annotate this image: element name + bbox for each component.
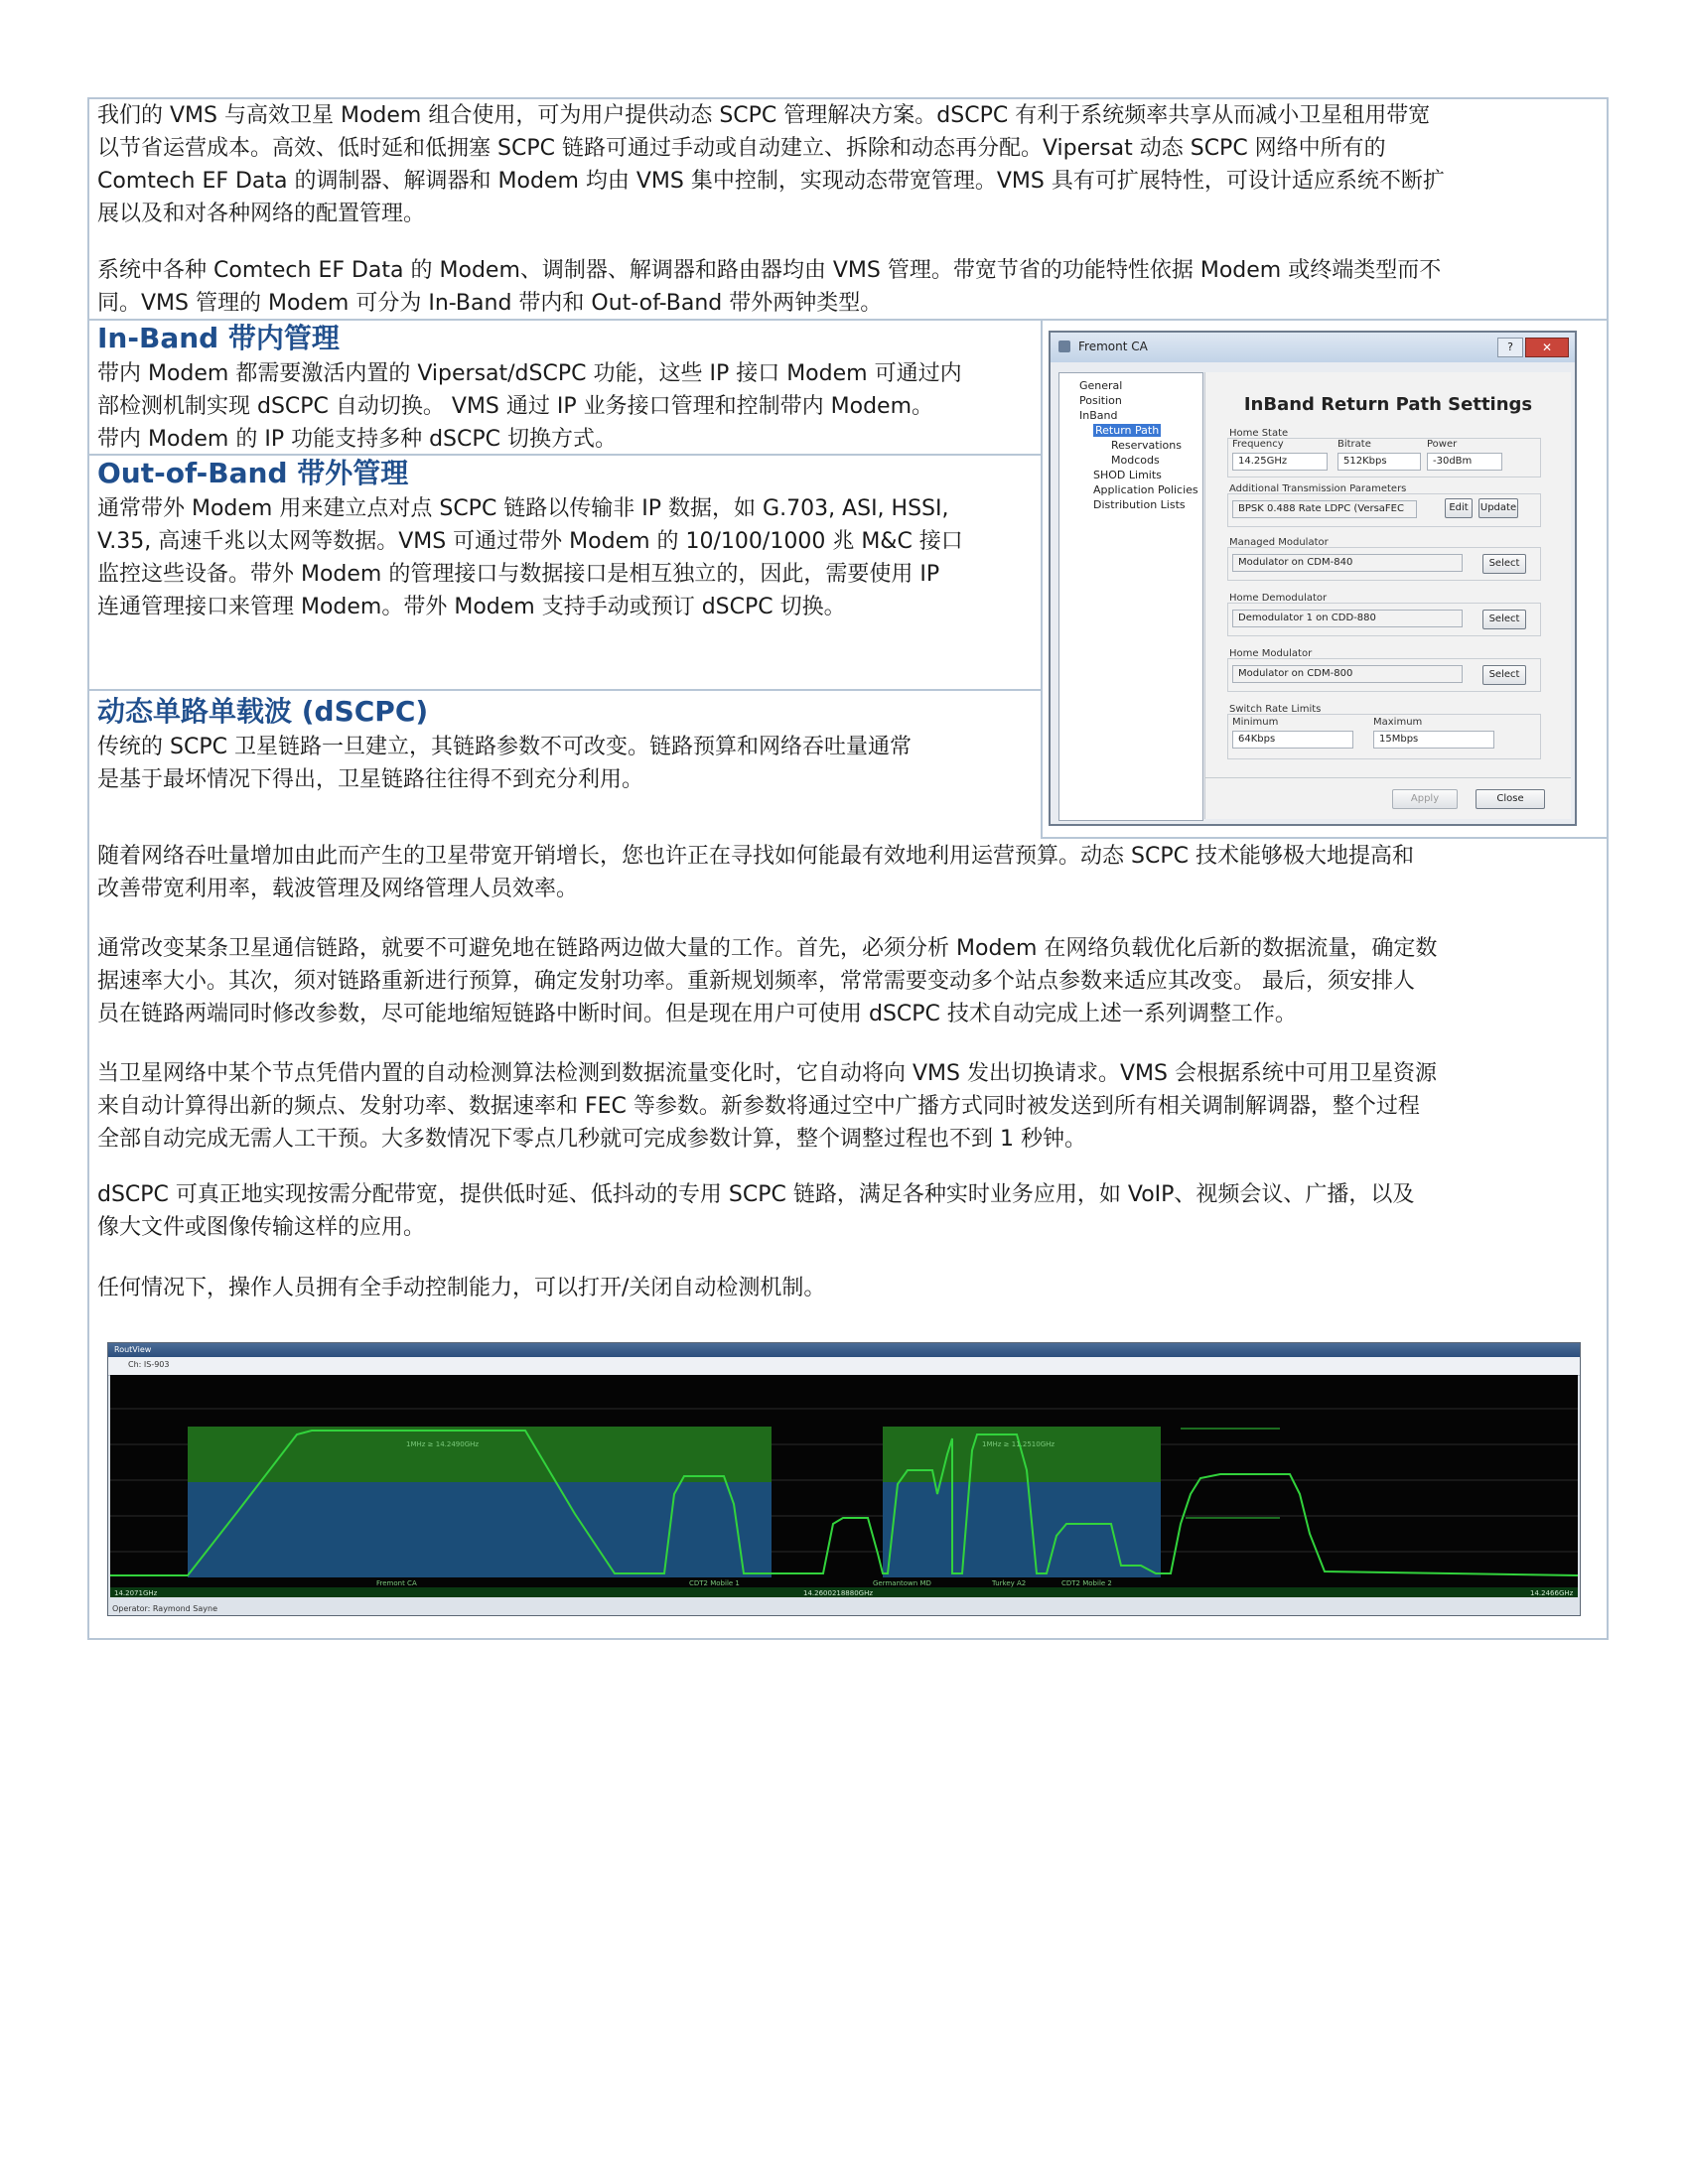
home-demodulator-field: Demodulator 1 on CDD-880 bbox=[1232, 610, 1463, 627]
text-line: 传统的 SCPC 卫星链路一旦建立，其链路参数不可改变。链路预算和网络吞吐量通常 bbox=[97, 735, 912, 759]
table-column-rule bbox=[1041, 319, 1043, 839]
blue-allocation-block bbox=[883, 1482, 1161, 1577]
power-field[interactable]: -30dBm bbox=[1427, 453, 1502, 471]
update-button[interactable]: Update bbox=[1478, 498, 1518, 518]
switch-rate-group bbox=[1227, 714, 1541, 759]
navigation-tree bbox=[1058, 372, 1203, 821]
intro-paragraph-1 bbox=[97, 99, 1597, 230]
body-paragraph-5 bbox=[97, 1057, 1597, 1156]
frequency-field[interactable]: 14.25GHz bbox=[1232, 453, 1328, 471]
text-line: 监控这些设备。带外 Modem 的管理接口与数据接口是相互独立的，因此，需要使用 IP bbox=[97, 562, 940, 587]
text-line: 全部自动完成无需人工干预。大多数情况下零点几秒就可完成参数计算，整个调整过程也不到 1 秒钟。 bbox=[97, 1127, 1086, 1152]
text-line: 系统中各种 Comtech EF Data 的 Modem、调制器、解调器和路由器均由 VMS 管理。带宽节省的功能特性依据 Modem 或终端类型而不 bbox=[97, 258, 1442, 283]
managed-modulator-label: Managed Modulator bbox=[1229, 537, 1329, 548]
tree-item-general[interactable]: General bbox=[1079, 379, 1123, 392]
site-label: Germantown MD bbox=[873, 1579, 931, 1587]
text-line: 通常带外 Modem 用来建立点对点 SCPC 链路以传输非 IP 数据，如 G.703, ASI, HSSI, bbox=[97, 496, 949, 521]
text-line: 员在链路两端同时修改参数，尽可能地缩短链路中断时间。但是现在用户可使用 dSCPC 技术自动完成上述一系列调整工作。 bbox=[97, 1002, 1297, 1026]
maximum-rate-field[interactable]: 15Mbps bbox=[1373, 731, 1494, 749]
settings-pane bbox=[1204, 372, 1571, 819]
spectrum-screenshot bbox=[107, 1342, 1581, 1616]
text-line: Comtech EF Data 的调制器、解调器和 Modem 均由 VMS 集中控制，实现动态带宽管理。VMS 具有可扩展特性，可设计适应系统不断扩 bbox=[97, 169, 1445, 194]
text-line: 带内 Modem 的 IP 功能支持多种 dSCPC 切换方式。 bbox=[97, 427, 618, 452]
spectrum-display bbox=[108, 1375, 1580, 1599]
additional-params-label: Additional Transmission Parameters bbox=[1229, 483, 1407, 494]
apply-button[interactable]: Apply bbox=[1392, 789, 1458, 809]
body-paragraph-3 bbox=[97, 840, 1597, 905]
freq-center-label: 14.2600218880GHz bbox=[803, 1589, 874, 1597]
site-label: Fremont CA bbox=[376, 1579, 417, 1587]
site-label: Turkey A2 bbox=[992, 1579, 1027, 1587]
bitrate-field[interactable]: 512Kbps bbox=[1337, 453, 1421, 471]
select-managed-modulator-button[interactable]: Select bbox=[1482, 554, 1526, 574]
dscpc-heading: 动态单路单载波 (dSCPC) bbox=[97, 695, 429, 728]
blue-allocation-block bbox=[188, 1482, 772, 1577]
table-rule bbox=[87, 319, 1609, 321]
text-line: 通常改变某条卫星通信链路，就要不可避免地在链路两边做大量的工作。首先，必须分析 Modem 在网络负载优化后新的数据流量，确定数 bbox=[97, 936, 1438, 961]
text-line: 以节省运营成本。高效、低时延和低拥塞 SCPC 链路可通过手动或自动建立、拆除和动态再分配。Vipersat 动态 SCPC 网络中所有的 bbox=[97, 136, 1386, 161]
settings-heading: InBand Return Path Settings bbox=[1243, 394, 1533, 415]
tree-item-modcods[interactable]: Modcods bbox=[1111, 454, 1160, 467]
dialog-titlebar bbox=[1051, 333, 1575, 362]
outofband-heading: Out-of-Band 带外管理 bbox=[97, 457, 409, 489]
text-line: 据速率大小。其次，须对链路重新进行预算，确定发射功率。重新规划频率，常常需要变动多个站点参数来适应其改变。 最后，须安排人 bbox=[97, 969, 1415, 994]
power-label: Power bbox=[1427, 439, 1458, 450]
table-rule bbox=[87, 689, 1041, 691]
home-modulator-label: Home Modulator bbox=[1229, 648, 1313, 659]
managed-modulator-group bbox=[1227, 547, 1541, 581]
operator-status: Operator: Raymond Sayne bbox=[112, 1604, 218, 1613]
text-line: 随着网络吞吐量增加由此而产生的卫星带宽开销增长，您也许正在寻找如何能最有效地利用运营预算。动态 SCPC 技术能够极大地提高和 bbox=[97, 844, 1414, 869]
body-paragraph-7: 任何情况下，操作人员拥有全手动控制能力，可以打开/关闭自动检测机制。 bbox=[97, 1276, 826, 1300]
app-icon bbox=[1058, 341, 1070, 352]
carrier-label: 1MHz ≥ 11.2510GHz bbox=[982, 1440, 1055, 1448]
text-line: 像大文件或图像传输这样的应用。 bbox=[97, 1215, 426, 1240]
tree-item-label: Return Path bbox=[1095, 424, 1160, 437]
button-separator bbox=[1205, 777, 1571, 778]
intro-paragraph-2 bbox=[97, 254, 1597, 320]
tree-item-position[interactable]: Position bbox=[1079, 394, 1122, 407]
freq-right-label: 14.2466GHz bbox=[1530, 1589, 1574, 1597]
tree-item-inband[interactable]: InBand bbox=[1079, 409, 1118, 422]
text-line: 同。VMS 管理的 Modem 可分为 In-Band 带内和 Out-of-Band 带外两钟类型。 bbox=[97, 291, 883, 316]
outofband-text bbox=[97, 492, 1031, 623]
channel-selector[interactable]: Ch: IS-903 bbox=[128, 1360, 170, 1369]
tree-item-reservations[interactable]: Reservations bbox=[1111, 439, 1182, 452]
home-state-group bbox=[1227, 438, 1541, 478]
text-line: 部检测机制实现 dSCPC 自动切换。 VMS 通过 IP 业务接口管理和控制带内 Modem。 bbox=[97, 394, 933, 419]
tree-item-distribution-lists[interactable]: Distribution Lists bbox=[1093, 498, 1186, 511]
bitrate-label: Bitrate bbox=[1337, 439, 1371, 450]
table-rule bbox=[1041, 837, 1609, 839]
minimum-rate-field[interactable]: 64Kbps bbox=[1232, 731, 1353, 749]
spectrum-title: RoutView bbox=[114, 1345, 152, 1354]
close-button[interactable]: Close bbox=[1476, 789, 1545, 809]
text-line: 是基于最坏情况下得出，卫星链路往往得不到充分利用。 bbox=[97, 767, 644, 792]
home-state-label: Home State bbox=[1229, 428, 1289, 439]
body-paragraph-6 bbox=[97, 1178, 1597, 1244]
close-window-button[interactable]: ✕ bbox=[1525, 338, 1569, 357]
minimum-label: Minimum bbox=[1232, 717, 1279, 728]
spectrum-titlebar bbox=[108, 1343, 1580, 1357]
text-line: V.35, 高速千兆以太网等数据。VMS 可通过带外 Modem 的 10/100/1000 兆 M&C 接口 bbox=[97, 529, 963, 554]
green-allocation-block bbox=[188, 1427, 772, 1482]
site-label: CDT2 Mobile 2 bbox=[1061, 1579, 1112, 1587]
home-modulator-field: Modulator on CDM-800 bbox=[1232, 665, 1463, 683]
spectrum-toolbar bbox=[108, 1357, 1580, 1376]
inband-text bbox=[97, 357, 1031, 456]
dialog-title: Fremont CA bbox=[1078, 340, 1148, 353]
inband-heading: In-Band 带内管理 bbox=[97, 322, 340, 354]
home-demodulator-group bbox=[1227, 603, 1541, 636]
text-line: dSCPC 可真正地实现按需分配带宽，提供低时延、低抖动的专用 SCPC 链路，满足各种实时业务应用，如 VoIP、视频会议、广播，以及 bbox=[97, 1182, 1415, 1207]
switch-rate-label: Switch Rate Limits bbox=[1229, 704, 1322, 715]
text-line: 当卫星网络中某个节点凭借内置的自动检测算法检测到数据流量变化时，它自动将向 VMS 发出切换请求。VMS 会根据系统中可用卫星资源 bbox=[97, 1061, 1437, 1086]
text-line: 连通管理接口来管理 Modem。带外 Modem 支持手动或预订 dSCPC 切换。 bbox=[97, 595, 846, 619]
tree-item-return-path[interactable] bbox=[1093, 424, 1161, 437]
site-label: CDT2 Mobile 1 bbox=[689, 1579, 740, 1587]
home-modulator-group bbox=[1227, 658, 1541, 692]
edit-button[interactable]: Edit bbox=[1445, 498, 1473, 518]
dscpc-text bbox=[97, 731, 1031, 796]
freq-left-label: 14.2071GHz bbox=[114, 1589, 158, 1597]
text-line: 带内 Modem 都需要激活内置的 Vipersat/dSCPC 功能，这些 IP 接口 Modem 可通过内 bbox=[97, 361, 962, 386]
tree-item-application-policies[interactable]: Application Policies bbox=[1093, 483, 1198, 496]
body-paragraph-4 bbox=[97, 932, 1597, 1030]
text-line: 来自动计算得出新的频点、发射功率、数据速率和 FEC 等参数。新参数将通过空中广播方式同时被发送到所有相关调制解调器，整个过程 bbox=[97, 1094, 1420, 1119]
select-home-modulator-button[interactable]: Select bbox=[1482, 665, 1526, 685]
managed-modulator-field: Modulator on CDM-840 bbox=[1232, 554, 1463, 572]
additional-params-group bbox=[1227, 493, 1541, 527]
transmission-params-field: BPSK 0.488 Rate LDPC (VersaFEC bbox=[1232, 500, 1417, 518]
home-demodulator-label: Home Demodulator bbox=[1229, 593, 1328, 604]
text-line: 改善带宽利用率，载波管理及网络管理人员效率。 bbox=[97, 877, 579, 901]
text-line: 我们的 VMS 与高效卫星 Modem 组合使用，可为用户提供动态 SCPC 管理解决方案。dSCPC 有利于系统频率共享从而减小卫星租用带宽 bbox=[97, 103, 1431, 128]
tree-item-shod-limits[interactable]: SHOD Limits bbox=[1093, 469, 1162, 481]
help-button[interactable]: ? bbox=[1497, 338, 1523, 357]
maximum-label: Maximum bbox=[1373, 717, 1423, 728]
select-home-demodulator-button[interactable]: Select bbox=[1482, 610, 1526, 629]
carrier-label: 1MHz ≥ 14.2490GHz bbox=[406, 1440, 480, 1448]
frequency-label: Frequency bbox=[1232, 439, 1284, 450]
text-line: 展以及和对各种网络的配置管理。 bbox=[97, 202, 426, 226]
settings-dialog-screenshot bbox=[1049, 331, 1577, 826]
